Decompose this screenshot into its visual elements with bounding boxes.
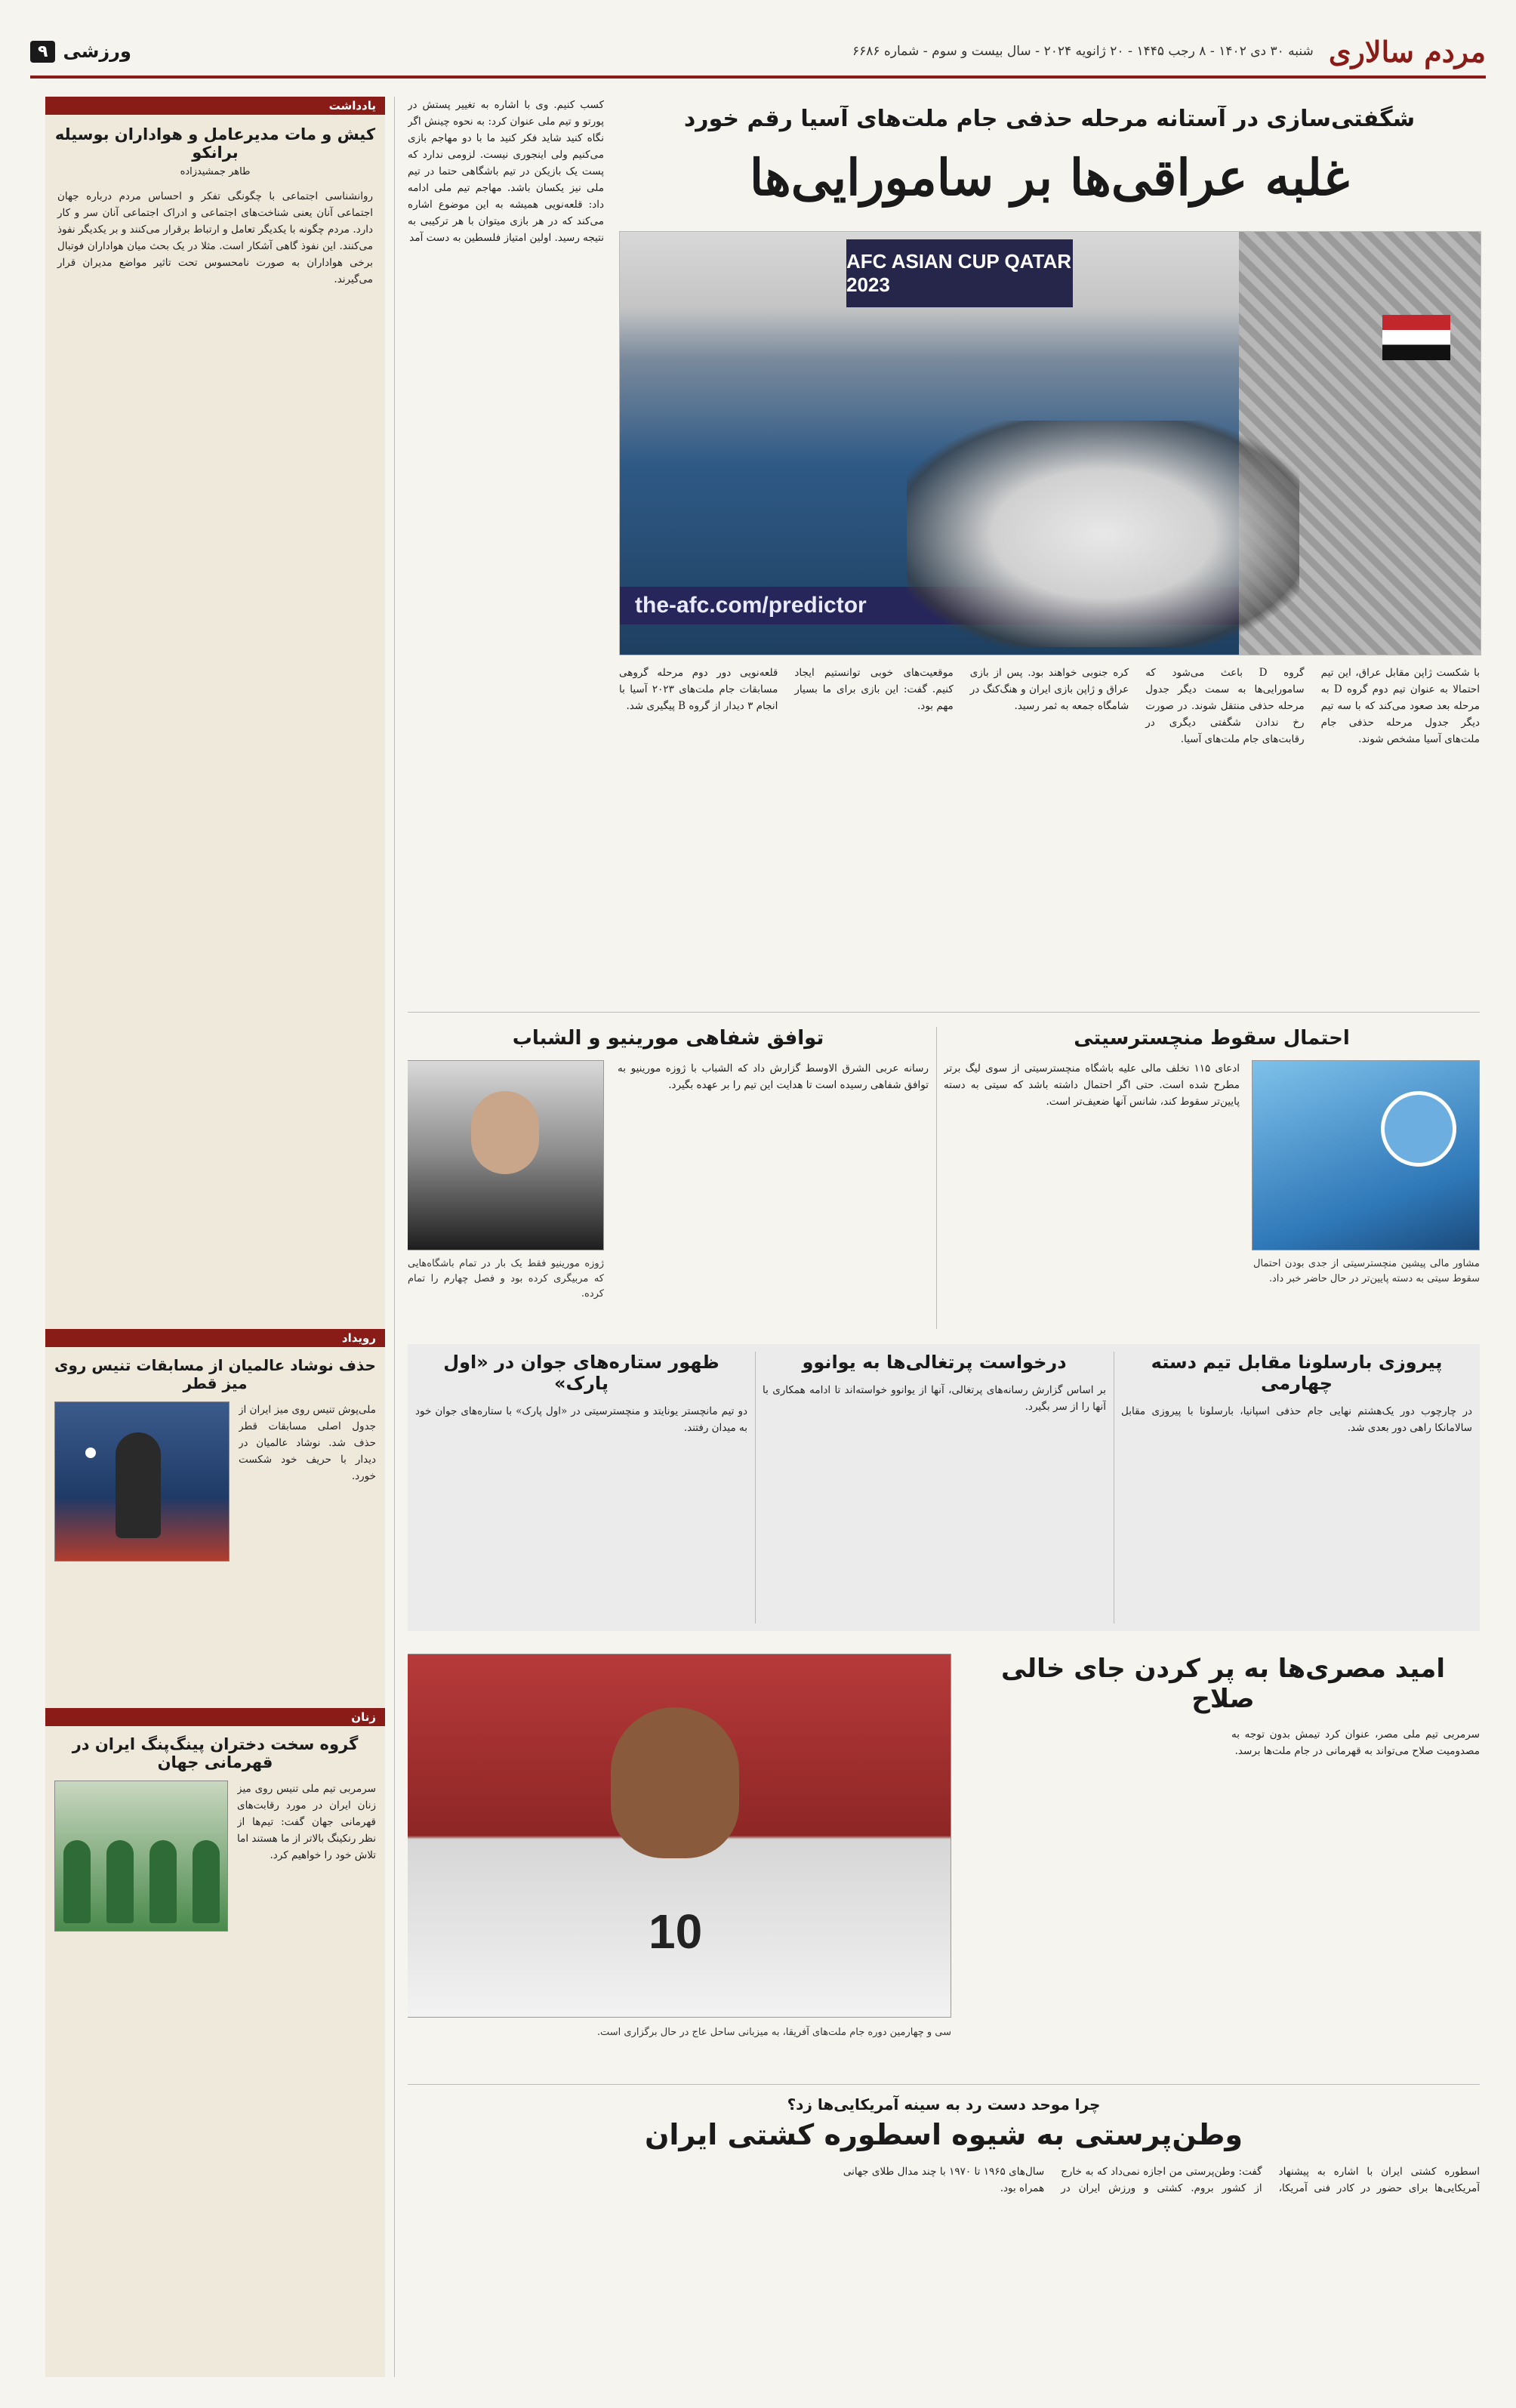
club-crest-icon	[1381, 1091, 1456, 1167]
man-city-photo	[1252, 1060, 1480, 1250]
women-article	[45, 1708, 385, 2373]
barcelona-article	[1121, 1352, 1472, 1623]
barcelona-title: پیروزی بارسلونا مقابل تیم دسته چهارمی	[1151, 1352, 1443, 1394]
section-divider	[408, 2084, 1480, 2085]
note-article	[45, 97, 385, 1320]
mourinho-article	[408, 1027, 929, 1329]
young-stars-title: ظهور ستاره‌های جوان در «اول پارک»	[443, 1352, 719, 1394]
salah-title: امید مصری‌ها به پر کردن جای خالی صلاح	[1000, 1654, 1445, 1714]
women-title: گروه سخت دختران پینگ‌پنگ ایران در قهرمانی جهان	[72, 1735, 359, 1771]
coach-face-icon	[471, 1091, 539, 1174]
section-label	[30, 41, 131, 63]
salah-photo	[408, 1654, 951, 2018]
salah-article	[966, 1654, 1480, 2077]
salah-caption: سی و چهارمین دوره جام ملت‌های آفریقا، به میزبانی ساحل عاج در حال برگزاری است.	[596, 2027, 951, 2038]
note-author: طاهر جمشیدزاده	[180, 166, 251, 177]
page-number: ۹	[30, 41, 55, 63]
players-huddle	[907, 421, 1299, 647]
dateline: شنبه ۳۰ دی ۱۴۰۲ - ۸ رجب ۱۴۴۵ - ۲۰ ژانویه ۲۰۲۴ - سال بیست و سوم - شماره ۶۶۸۶	[852, 44, 1314, 59]
note-body: روانشناسی اجتماعی با چگونگی تفکر و احساس مردم درباره جهان اجتماعی آنان یعنی شناخت‌های اجتماعی و ادراک اجتماعی آنان سر و کار دارد. مردم چگونه با یکدیگر تعامل و ارتباط برقرار می‌کنند و بر یکدیگر نفوذ می‌کنند. این نفوذ گاهی آشکار است. مثلا در یک بحث میان هواداران فوتبال برخی هواداران به صورت نامحسوس تحت تاثیر مواضع مدیران قرار می‌گیرند.	[57, 190, 373, 285]
wrestling-title: وطن‌پرستی به شیوه اسطوره کشتی ایران	[644, 2118, 1243, 2151]
player-figure-icon	[116, 1432, 161, 1538]
mourinho-photo	[408, 1060, 604, 1250]
player-icon	[193, 1840, 220, 1923]
lead-headline-text: غلبه عراقی‌ها بر سامورایی‌ها	[749, 148, 1350, 207]
event-tag: رویداد	[45, 1329, 385, 1347]
barcelona-body: در چارچوب دور یک‌هشتم نهایی جام حذفی اسپانیا، بارسلونا با پیروزی مقابل سالامانکا راهی دور بعدی شد.	[1121, 1405, 1472, 1434]
mourinho-title: توافق شفاهی مورینیو و الشباب	[512, 1027, 824, 1050]
man-city-title: احتمال سقوط منچسترسیتی	[1074, 1027, 1350, 1050]
lead-kicker-text: شگفتی‌سازی در آستانه مرحله حذفی جام ملت‌های آسیا رقم خورد	[683, 106, 1416, 132]
women-team-photo	[54, 1781, 228, 1932]
ball-icon	[85, 1448, 96, 1458]
column-divider	[936, 1027, 937, 1329]
lead-left-column-text: کسب کنیم. وی با اشاره به تغییر پستش در پورتو و تیم ملی عنوان کرد: به نحوه چینش اگر نگاه کنید شاید فکر کنید ما با دو مهاجم بازی می‌کنیم ولی اینجوری نیست. لزومی ندارد که پست یک بازیکن در تیم باشگاهی حتما در تیم ملی نیز یکسان باشد. مهاجم تیم ملی ادامه داد: قلعه‌نویی همیشه به این موضوع اشاره می‌کند که در هر بازی میتوان با هر ترکیبی به نتیجه رسید. اولین امتیاز فلسطین به دست آمد	[408, 99, 604, 244]
man-city-body: ادعای ۱۱۵ تخلف مالی علیه باشگاه منچسترسیتی از سوی لیگ برتر مطرح شده است. حتی اگر احتمال داشته باشد که سیتی به دسته پایین‌تر سقوط کند، شانس آنها ضعیف‌تر است.	[944, 1062, 1240, 1108]
yoannou-title: درخواست پرتغالی‌ها به یوانوو	[802, 1352, 1067, 1373]
lead-column-1: با شکست ژاپن مقابل عراق، این تیم احتمالا به عنوان تیم دوم گروه D به مرحله بعد صعود می‌کند که با سه تیم دیگر جدول مرحله حذفی جام ملت‌های آسیا مشخص شوند.	[1320, 667, 1480, 745]
mourinho-body: رسانه عربی الشرق الاوسط گزارش داد که الشباب با ژوزه مورینیو به توافق شفاهی رسیده است تا هدایت این تیم را بر عهده بگیرد.	[618, 1062, 929, 1091]
note-tag: یادداشت	[45, 97, 385, 115]
women-body: سرمربی تیم ملی تنیس روی میز زنان ایران در مورد رقابت‌های قهرمانی جهان گفت: تیم‌ها از نظر رنکینگ بالاتر از ما هستند اما تلاش خود را خواهیم کرد.	[237, 1783, 376, 1861]
note-title: کیش و مات مدیرعامل و هواداران بوسیله برانکو	[54, 125, 376, 162]
yoannou-body: بر اساس گزارش رسانه‌های پرتغالی، آنها از یوانوو خواسته‌اند تا ادامه همکاری با آنها را از سر بگیرد.	[763, 1384, 1106, 1413]
newspaper-brand: مردم سالاری	[1328, 34, 1486, 69]
player-face-icon	[611, 1707, 739, 1858]
player-icon	[149, 1840, 177, 1923]
player-icon	[106, 1840, 134, 1923]
lead-column-2: گروه D باعث می‌شود که سامورایی‌ها به سمت دیگر جدول مرحله حذفی منتقل شوند. در صورت رخ ندادن شگفتی دیگری در رقابت‌های جام ملت‌های آسیا.	[1145, 667, 1305, 745]
jersey-number: 10	[649, 1904, 703, 1959]
event-body: ملی‌پوش تنیس روی میز ایران از جدول اصلی مسابقات قطر حذف شد. نوشاد عالمیان در دیدار با حریف خود شکست خورد.	[239, 1404, 376, 1482]
masthead	[30, 27, 1486, 79]
women-tag: زنان	[45, 1708, 385, 1726]
wrestling-body: اسطوره کشتی ایران با اشاره به پیشنهاد آمریکایی‌ها برای حضور در کادر فنی آمریکا، گفت: وطن‌پرستی من اجازه نمی‌داد که به خارج از کشور بروم. کشتی و ورزش ایران در سال‌های ۱۹۶۵ تا ۱۹۷۰ با چند مدال طلای جهانی همراه بود.	[843, 2166, 1480, 2194]
young-stars-body: دو تیم مانچستر یونایتد و منچسترسیتی در «اول پارک» با ستاره‌های جوان خود به میدان رفتند.	[415, 1405, 747, 1434]
man-city-article	[944, 1027, 1480, 1329]
sidebar-divider	[394, 97, 395, 2377]
lead-photo	[619, 231, 1481, 655]
stadium-banner: AFC ASIAN CUP QATAR 2023	[846, 239, 1073, 307]
table-tennis-photo	[54, 1401, 230, 1562]
column-divider	[755, 1352, 756, 1623]
lead-left-column	[408, 97, 604, 761]
wrestling-article	[408, 2095, 1480, 2382]
salah-body: سرمربی تیم ملی مصر، عنوان کرد تیمش بدون توجه به مصدومیت صلاح می‌تواند به قهرمانی در جام ملت‌ها برسد.	[1231, 1728, 1480, 1757]
lead-columns	[619, 664, 1480, 1004]
ad-board: the-afc.com/predictor	[620, 587, 1239, 624]
salah-photo-block	[408, 1654, 951, 2077]
lead-divider	[408, 1012, 1480, 1013]
wrestling-kicker: چرا موحد دست رد به سینه آمریکایی‌ها زد؟	[787, 2095, 1101, 2114]
lead-kicker	[619, 106, 1480, 151]
section-name: ورزشی	[63, 41, 131, 62]
player-icon	[63, 1840, 91, 1923]
flag-icon	[1382, 315, 1450, 360]
mourinho-caption: ژوزه مورینیو فقط یک بار در تمام باشگاه‌هایی که مربیگری کرده بود و فصل چهارم را تمام کرده.	[408, 1258, 604, 1300]
young-stars-article	[415, 1352, 747, 1623]
lead-headline	[619, 148, 1480, 224]
lead-column-5: قلعه‌نویی دور دوم مرحله گروهی مسابقات جام ملت‌های ۲۰۲۳ آسیا با انجام ۳ دیدار از گروه B پیگیری شد.	[619, 667, 778, 712]
event-article	[45, 1329, 385, 1699]
man-city-caption: مشاور مالی پیشین منچسترسیتی از جدی بودن احتمال سقوط سیتی به دسته پایین‌تر در حال حاضر خبر داد.	[1253, 1258, 1480, 1284]
yoannou-article	[763, 1352, 1106, 1623]
event-title: حذف نوشاد عالمیان از مسابقات تنیس روی میز قطر	[54, 1356, 376, 1392]
lead-column-4: موقعیت‌های خوبی توانستیم ایجاد کنیم. گفت: این بازی برای ما بسیار مهم بود.	[794, 667, 954, 712]
lead-column-3: کره جنوبی خواهند بود. پس از بازی عراق و ژاپن بازی ایران و هنگ‌کنگ در شامگاه جمعه به ثمر رسید.	[969, 667, 1129, 712]
